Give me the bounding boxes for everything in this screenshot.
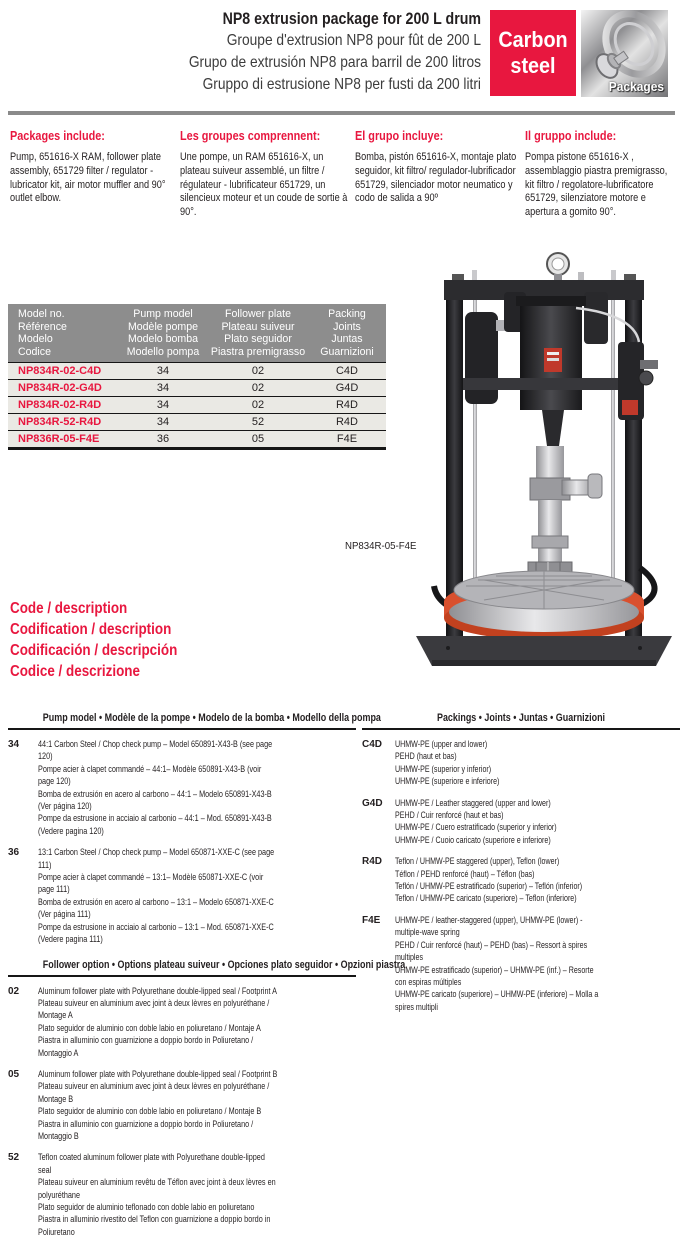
model-table <box>8 304 386 450</box>
packages-badge-label: Packages <box>608 79 664 94</box>
description-line: Téflon / PEHD renforcé (haut) – Téflon (bas) <box>395 868 535 880</box>
pump-model-cell: 34 <box>156 382 170 395</box>
item-description <box>395 798 606 848</box>
include-heading-en: Packages include: <box>10 128 105 143</box>
description-line: UHMW-PE / Leather staggered (upper and lower) <box>395 797 551 809</box>
include-col-fr <box>180 128 348 220</box>
item-code: C4D <box>362 739 383 750</box>
item-description <box>395 856 606 906</box>
include-body-it: Pompa pistone 651616-X , assemblaggio piastra premigrasso, kit filtro / regolatore-lubrificatore 651729, silenziatore motore e apertura a gomito 90°. <box>525 151 668 219</box>
include-body-en: Pump, 651616-X RAM, follower plate assembly, 651729 filter / regulator - lubricator kit, air motor muffler and 90° outlet elbow. <box>10 151 166 205</box>
page-title-es: Grupo de extrusión NP8 para barril de 200 litros <box>188 54 481 71</box>
include-body-es: Bomba, pistón 651616-X, montaje plato seguidor, kit filtro/ regulador-lubrificador 651729, silenciador motor neumatico y codo de salida a 90º <box>355 151 517 205</box>
col-header-plate: Follower plate Plateau suiveur Plato seguidor Piastra premigrasso <box>210 308 306 358</box>
code-desc-it: Codice / descrizione <box>10 663 140 680</box>
description-line: Plateau suiveur en aluminium avec joint à deux lèvres en polyuréthane / Montage A <box>38 997 270 1022</box>
code-desc-es: Codificación / descripción <box>10 642 178 659</box>
model-no: NP834R-02-C4D <box>18 365 102 378</box>
description-line: 44:1 Carbon Steel / Chop check pump – Model 650891-X43-B (see page 120) <box>38 739 273 763</box>
description-line: Teflon coated aluminum follower plate with Polyurethane double-lipped seal <box>38 1152 265 1176</box>
packing-item <box>362 739 680 789</box>
photo-caption: NP834R-05-F4E <box>345 540 417 552</box>
item-description <box>395 739 606 789</box>
packing-cell: G4D <box>335 382 359 395</box>
description-line: Teflon / UHMW-PE caricato (superiore) – Teflon (inferiore) <box>395 893 577 905</box>
carbon-steel-badge <box>490 10 576 96</box>
item-description <box>38 1069 279 1143</box>
pump-model-cell: 34 <box>156 365 170 378</box>
description-line: PEHD (haut et bas) <box>395 751 457 763</box>
code-desc-en: Code / description <box>10 600 128 617</box>
col-header-model: Model no. Référence Modelo Codice <box>18 308 67 358</box>
item-code: 02 <box>8 985 20 997</box>
description-line: Plateau suiveur en aluminium revêtu de Téflon avec joint à deux lèvres en polyuréthane <box>38 1177 276 1201</box>
follower-plate-cell: 52 <box>251 416 265 429</box>
description-line: UHMW-PE (superiore e inferiore) <box>395 776 500 788</box>
description-line: UHMW-PE estratificado (superior) – UHMW-PE (inf.) – Resorte con espiras múltiples <box>395 964 594 988</box>
item-description <box>395 915 606 1014</box>
page-title-block <box>67 8 481 96</box>
description-line: Plato seguidor de aluminio teflonado con doble labio en poliuretano <box>38 1202 255 1213</box>
page-title-fr: Groupe d'extrusion NP8 pour fût de 200 L <box>226 32 481 49</box>
model-table-header <box>8 304 386 362</box>
item-code: 05 <box>8 1068 20 1080</box>
col-header-packing: Packing Joints Juntas Guarnizioni <box>320 308 374 358</box>
follower-plate-cell: 05 <box>251 433 265 446</box>
include-col-en <box>10 128 173 220</box>
product-photo <box>408 250 680 668</box>
description-line: Pompe acier à clapet commandé – 13:1– Modèle 650871-XXE-C (voir page 111) <box>38 872 264 896</box>
include-heading-it: Il gruppo include: <box>525 128 617 143</box>
item-description <box>38 986 279 1060</box>
model-no: NP834R-02-G4D <box>18 382 102 395</box>
description-line: Teflon / UHMW-PE staggered (upper), Teflon (lower) <box>395 856 560 868</box>
pump-model-section-heading: Pump model • Modèle de la pompe • Modelo de la bomba • Modello della pompa <box>42 712 381 724</box>
description-line: Plato seguidor de aluminio con doble labio en poliuretano / Montaje A <box>38 1022 261 1034</box>
description-line: 13:1 Carbon Steel / Chop check pump – Model 650871-XXE-C (see page 111) <box>38 847 275 871</box>
item-description <box>38 1152 279 1239</box>
code-desc-fr: Codification / description <box>10 621 172 638</box>
page-title-it: Gruppo di estrusione NP8 per fusti da 200 litri <box>202 76 481 93</box>
description-line: Teflón / UHMW-PE estratificado (superior) – Teflón (inferior) <box>395 881 583 893</box>
include-heading-es: El grupo incluye: <box>355 128 444 143</box>
model-no: NP834R-02-R4D <box>18 399 102 412</box>
include-body-fr: Une pompe, un RAM 651616-X, un plateau suiveur assemblé, un filtre / régulateur - lubrificateur 651729, un silencieux moteur et un coude de sortie à 90°. <box>180 151 348 219</box>
item-description <box>38 847 279 946</box>
item-code: 36 <box>8 847 20 859</box>
packing-cell: F4E <box>336 433 358 446</box>
pump-model-cell: 36 <box>156 433 170 446</box>
description-line: Plateau suiveur en aluminium avec joint à deux lèvres en polyuréthane / Montage B <box>38 1081 270 1105</box>
description-line: Pompe acier à clapet commandé – 44:1– Modèle 650891-X43-B (voir page 120) <box>38 763 262 788</box>
packings-section-heading: Packings • Joints • Juntas • Guarnizioni <box>436 712 606 724</box>
description-line: PEHD / Cuir renforcé (haut et bas) <box>395 810 504 822</box>
follower-option-section-heading: Follower option • Options plateau suiveur • Opciones plato seguidor • Opzioni piastra <box>42 958 406 971</box>
packages-badge <box>581 10 668 97</box>
item-code: F4E <box>362 914 381 926</box>
description-line: Piastra in alluminio rivestito del Teflon con guarnizione a doppio bordo in Poliuretano <box>38 1214 271 1238</box>
follower-plate-cell: 02 <box>251 399 265 412</box>
packing-cell: R4D <box>335 399 358 412</box>
model-table-body <box>8 362 386 447</box>
table-row <box>8 413 386 430</box>
item-code: G4D <box>362 797 383 809</box>
description-line: Plato seguidor de aluminio con doble labio en poliuretano / Montaje B <box>38 1106 262 1118</box>
page-title: NP8 extrusion package for 200 L drum <box>222 10 482 28</box>
table-row <box>8 379 386 396</box>
item-code: R4D <box>362 856 383 868</box>
description-line: UHMW-PE caricato (superiore) – UHMW-PE (inferiore) – Molla a spires multipli <box>395 989 599 1013</box>
model-no: NP836R-05-F4E <box>18 433 100 446</box>
pump-model-cell: 34 <box>156 399 170 412</box>
packings-section <box>362 712 680 1023</box>
description-line: Bomba de extrusión en acero al carbono – 13:1 – Modelo 650871-XXE-C (Ver página 111) <box>38 896 274 921</box>
description-line: Pompe da estrusione in acciaio al carbonio – 44:1 – Mod. 650891-X43-B (Vedere pagina 120) <box>38 813 272 837</box>
packing-cell: C4D <box>335 365 358 378</box>
code-description-heading <box>10 598 177 682</box>
extrusion-pump-illustration <box>408 250 680 668</box>
model-no: NP834R-52-R4D <box>18 416 102 429</box>
item-code: 52 <box>8 1152 20 1164</box>
header-divider <box>8 111 675 115</box>
section-rule <box>8 728 356 730</box>
section-rule <box>362 728 680 730</box>
item-description <box>38 739 279 838</box>
table-row <box>8 396 386 413</box>
description-line: UHMW-PE / leather-staggered (upper), UHMW-PE (lower) - multiple-wave spring <box>395 914 583 939</box>
follower-option-item <box>8 1152 356 1239</box>
description-line: UHMW-PE (superior y inferior) <box>395 763 492 775</box>
packing-item <box>362 856 680 906</box>
packages-include-section <box>10 128 676 220</box>
description-line: Bomba de extrusión en acero al carbono – 44:1 – Modelo 650891-X43-B (Ver página 120) <box>38 788 272 813</box>
packing-item <box>362 915 680 1014</box>
follower-plate-cell: 02 <box>251 365 265 378</box>
follower-option-item <box>8 986 356 1060</box>
pump-model-cell: 34 <box>156 416 170 429</box>
description-line: Piastra in alluminio con guarnizione a doppio bordo in Poliuretano / Montaggio A <box>38 1035 254 1059</box>
item-code: 34 <box>8 739 20 750</box>
col-header-pump: Pump model Modèle pompe Modelo bomba Modello pompa <box>126 308 200 358</box>
carbon-steel-badge-label: Carbon steel <box>498 27 568 78</box>
pump-model-item <box>8 847 356 946</box>
include-heading-fr: Les groupes comprennent: <box>180 128 321 143</box>
packing-cell: R4D <box>335 416 358 429</box>
include-col-es <box>355 128 518 220</box>
description-line: PEHD / Cuir renforcé (haut) – PEHD (bas) – Ressort à spires multiples <box>395 939 588 964</box>
table-row <box>8 430 386 447</box>
pump-model-item <box>8 739 356 838</box>
description-line: Pompe da estrusione in acciaio al carbonio – 13:1 – Mod. 650871-XXE-C (Vedere pagina 111) <box>38 921 274 946</box>
include-col-it <box>525 128 677 220</box>
description-line: UHMW-PE / Cuoio caricato (superiore e inferiore) <box>395 834 551 846</box>
table-row <box>8 362 386 379</box>
description-line: Piastra in alluminio con guarnizione a doppio bordo in Poliuretano / Montaggio B <box>38 1118 254 1142</box>
section-rule <box>8 975 356 977</box>
description-line: Aluminum follower plate with Polyurethane double-lipped seal / Footprint A <box>38 985 277 997</box>
follower-option-item <box>8 1069 356 1143</box>
description-line: Aluminum follower plate with Polyurethane double-lipped seal / Footprint B <box>38 1068 278 1080</box>
packing-item <box>362 798 680 848</box>
description-line: UHMW-PE (upper and lower) <box>395 739 488 750</box>
description-line: UHMW-PE / Cuero estratificado (superior y inferior) <box>395 822 557 834</box>
follower-plate-cell: 02 <box>251 382 265 395</box>
